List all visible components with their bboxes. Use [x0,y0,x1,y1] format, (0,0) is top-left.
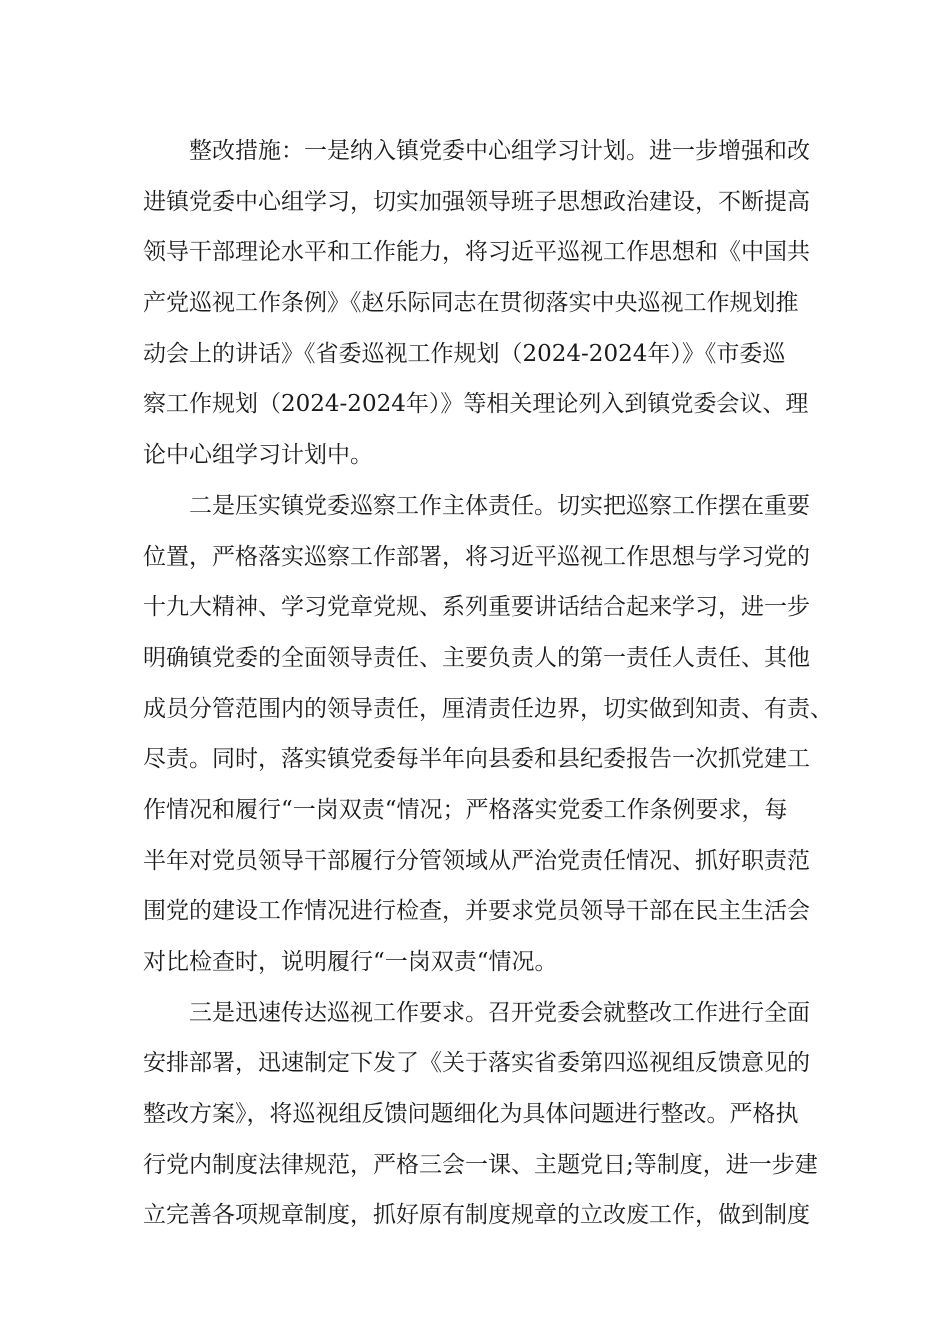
document-body [143,126,843,1241]
paragraph-1-line-4: 产党巡视工作条例》《赵乐际同志在贯彻落实中央巡视工作规划推 [143,290,799,317]
paragraph-3-line-4: 行党内制度法律规范，严格三会一课、主题党日;等制度，进一步建 [143,1151,818,1178]
paragraph-2-line-2: 位置，严格落实巡察工作部署，将习近平巡视工作思想与学习党的 [143,543,810,570]
paragraph-2-line-4: 明确镇党委的全面领导责任、主要负责人的第一责任人责任、其他 [143,644,810,671]
paragraph-1-line-7: 论中心组学习计划中。 [143,442,373,469]
paragraph-2-line-10: 对比检查时，说明履行“一岗双责“情况。 [143,949,558,975]
paragraph-2-line-3: 十九大精神、学习党章党规、系列重要讲话结合起来学习，进一步 [143,594,810,621]
paragraph-1-line-6: 察工作规划（2024-2024年）》等相关理论列入到镇党委会议、理 [143,391,809,418]
paragraph-2-line-5: 成员分管范围内的领导责任，厘清责任边界，切实做到知责、有责、 [143,695,833,722]
paragraph-1-line-1: 整改措施：一是纳入镇党委中心组学习计划。进一步增强和改 [189,138,810,164]
paragraph-2-line-9: 围党的建设工作情况进行检查，并要求党员领导干部在民主生活会 [143,898,810,925]
paragraph-1-line-3: 领导干部理论水平和工作能力，将习近平巡视工作思想和《中国共 [143,239,810,266]
paragraph-3-line-2: 安排部署，迅速制定下发了《关于落实省委第四巡视组反馈意见的 [143,1050,810,1077]
paragraph-2-line-7: 作情况和履行“一岗双责“情况；严格落实党委工作条例要求，每 [143,796,788,823]
paragraph-3-line-5: 立完善各项规章制度，抓好原有制度规章的立改废工作，做到制度 [143,1202,810,1229]
paragraph-1-line-5: 动会上的讲话》《省委巡视工作规划（2024-2024年）》《市委巡 [143,340,786,367]
paragraph-2-line-6: 尽责。同时，落实镇党委每半年向县委和县纪委报告一次抓党建工 [143,746,810,773]
paragraph-3-line-3: 整改方案》，将巡视组反馈问题细化为具体问题进行整改。严格执 [143,1101,799,1128]
paragraph-2-line-8: 半年对党员领导干部履行分管领域从严治党责任情况、抓好职责范 [143,847,810,874]
paragraph-2-line-1: 二是压实镇党委巡察工作主体责任。切实把巡察工作摆在重要 [189,492,810,519]
paragraph-1-line-2: 进镇党委中心组学习，切实加强领导班子思想政治建设，不断提高 [143,188,810,215]
paragraph-3-line-1: 三是迅速传达巡视工作要求。召开党委会就整改工作进行全面 [189,999,810,1026]
